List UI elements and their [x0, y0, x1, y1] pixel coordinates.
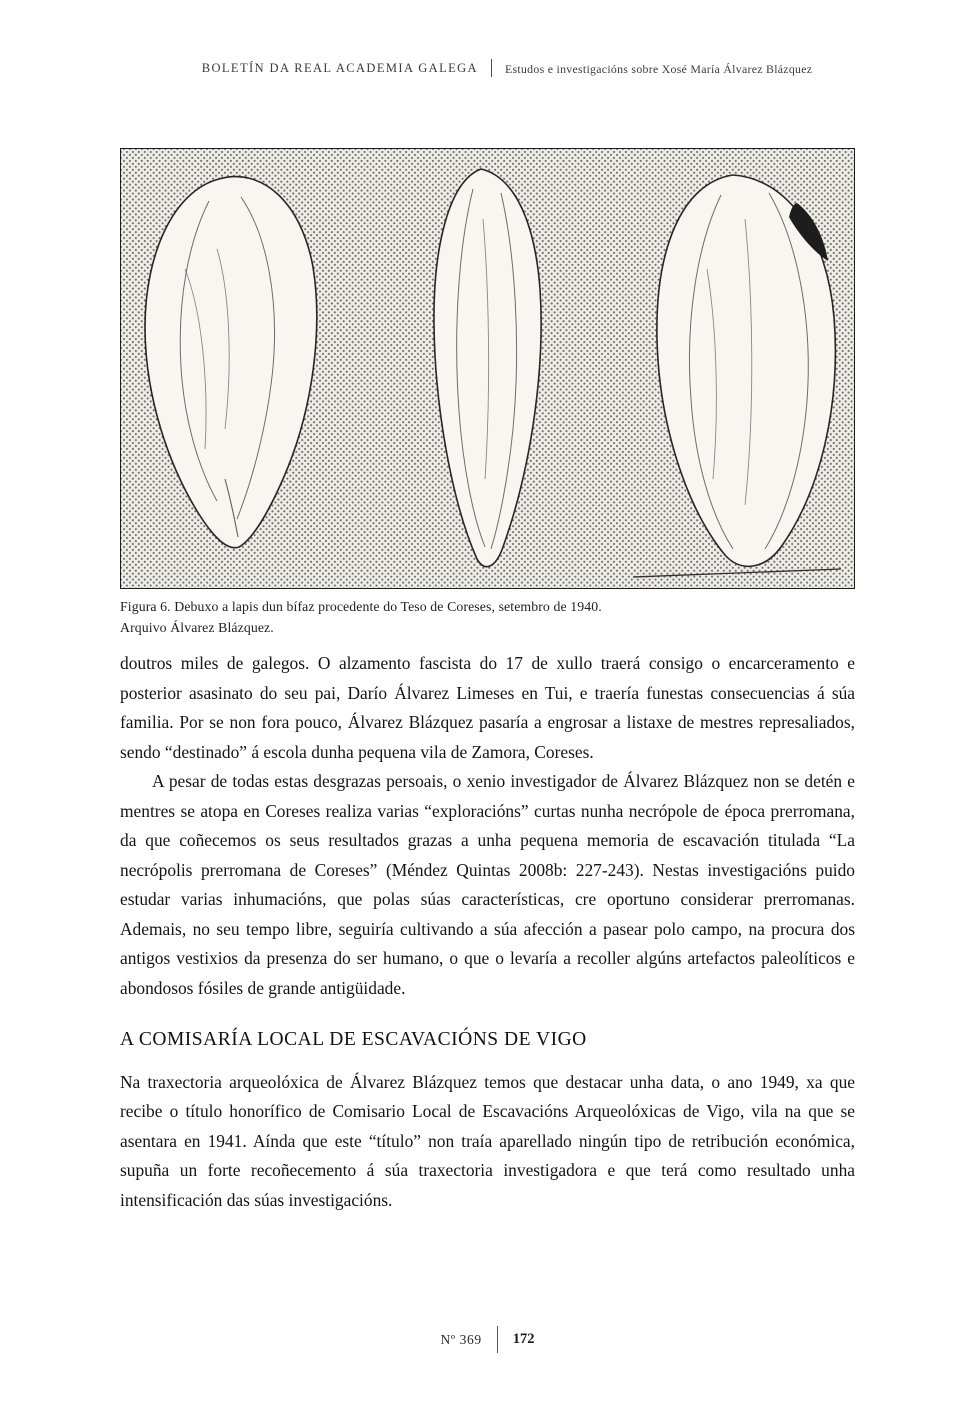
page-footer	[0, 1326, 975, 1353]
header-divider	[491, 59, 492, 77]
page-header	[120, 59, 875, 77]
page-number: 172	[512, 1331, 535, 1347]
footer-divider	[497, 1326, 498, 1353]
body-paragraph-2: A pesar de todas estas desgrazas persoais, o xenio investigador de Álvarez Blázquez non se detén e mentres se atopa en Coreses realiza varias “exploracións” curtas nunha necrópole de época prerromana, da que coñecemos os seus resultados grazas a unha pequena memoria de escavación titulada “La necrópolis prerromana de Coreses” (Méndez Quintas 2008b: 227-243). Nestas investigacións puido estudar varias inhumacións, que polas súas características, cre oportuno considerar prerromanas. Ademais, no seu tempo libre, seguiría cultivando a súa afección a pasear polo campo, na procura dos antigos vestixios da presenza do ser humano, o que o levaría a recoller algúns artefactos paleolíticos e abondosos fósiles de grande antigüidade.	[120, 771, 855, 998]
section-heading: A COMISARÍA LOCAL DE ESCAVACIÓNS DE VIGO	[120, 1029, 587, 1050]
figure-artwork	[121, 149, 854, 588]
figure-caption-line2: Arquivo Álvarez Blázquez.	[120, 619, 274, 635]
figure-caption	[120, 597, 855, 638]
figure-biface-drawing	[120, 148, 855, 589]
figure-caption-line1: Figura 6. Debuxo a lapis dun bífaz procedente do Teso de Coreses, setembro de 1940.	[120, 599, 602, 614]
journal-title: BOLETÍN DA REAL ACADEMIA GALEGA	[201, 61, 478, 75]
body-paragraph-1: doutros miles de galegos. O alzamento fascista do 17 de xullo traerá consigo o encarceramento e posterior asasinato do seu pai, Darío Álvarez Limeses en Tui, e traería funestas consecuencias á súa familia. Por se non fora pouco, Álvarez Blázquez pasaría a engrosar a listaxe de mestres represaliados, sendo “destinado” á escola dunha pequena vila de Zamora, Coreses.	[120, 653, 855, 762]
article-running-title: Estudos e investigacións sobre Xosé María Álvarez Blázquez	[505, 62, 813, 76]
body-paragraph-3: Na traxectoria arqueolóxica de Álvarez Blázquez temos que destacar unha data, o ano 1949, xa que recibe o título honorífico de Comisario Local de Escavacións Arqueolóxicas de Vigo, vila na que se asentara en 1941. Aínda que este “título” non traía aparellado ningún tipo de retribución económica, supuña un forte recoñecemento á súa traxectoria investigadora e que terá como resultado unha intensificación das súas investigacións.	[120, 1071, 855, 1210]
issue-number: Nº 369	[440, 1331, 482, 1347]
article-body	[120, 649, 855, 1215]
